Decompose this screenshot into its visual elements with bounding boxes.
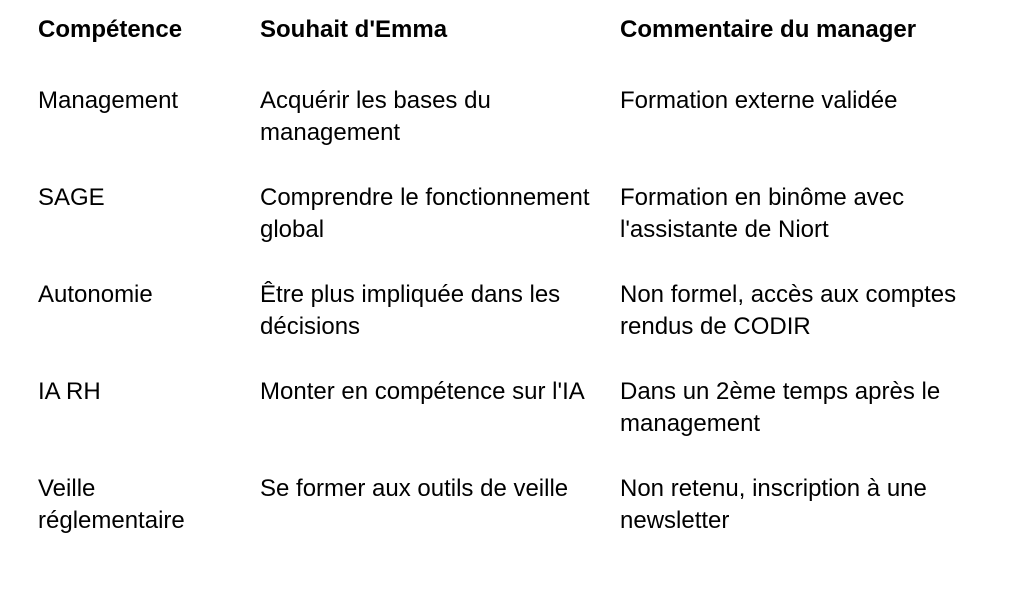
table-row <box>38 279 1024 343</box>
table-row <box>38 473 1024 537</box>
cell-souhait: Être plus impliquée dans les décisions <box>260 281 561 340</box>
cell-competence: Management <box>38 87 179 114</box>
cell-competence: Veille réglementaire <box>38 475 185 534</box>
table-header-row <box>38 14 1024 46</box>
header-competence: Compétence <box>38 16 183 43</box>
table-row <box>38 85 1024 149</box>
header-souhait-emma: Souhait d'Emma <box>260 16 448 43</box>
cell-souhait: Acquérir les bases du management <box>260 87 491 146</box>
cell-souhait: Se former aux outils de veille <box>260 475 569 502</box>
table-row <box>38 376 1024 440</box>
cell-competence: IA RH <box>38 378 101 405</box>
cell-commentaire: Formation externe validée <box>620 87 898 114</box>
cell-competence: Autonomie <box>38 281 153 308</box>
cell-competence: SAGE <box>38 184 105 211</box>
cell-souhait: Comprendre le fonctionnement global <box>260 184 590 243</box>
cell-commentaire: Non retenu, inscription à une newsletter <box>620 475 927 534</box>
cell-commentaire: Non formel, accès aux comptes rendus de CODIR <box>620 281 957 340</box>
table-row <box>38 182 1024 246</box>
cell-commentaire: Dans un 2ème temps après le management <box>620 378 941 437</box>
competence-table <box>38 14 1024 537</box>
cell-souhait: Monter en compétence sur l'IA <box>260 378 585 405</box>
cell-commentaire: Formation en binôme avec l'assistante de Niort <box>620 184 905 243</box>
header-commentaire-manager: Commentaire du manager <box>620 16 917 43</box>
